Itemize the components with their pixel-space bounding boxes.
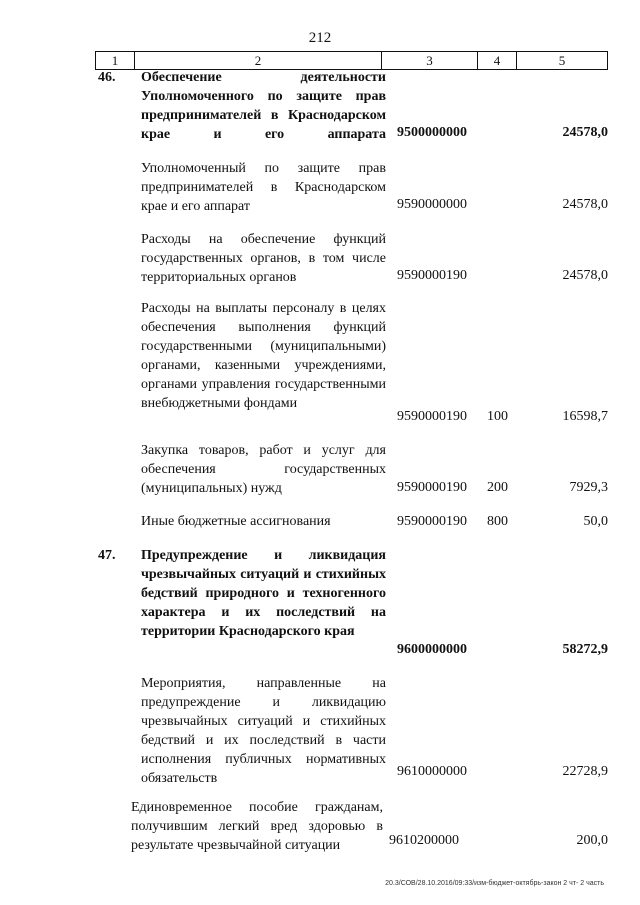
row-amount: 24578,0 xyxy=(562,268,608,283)
row-code: 9610200000 xyxy=(389,833,459,848)
row-code: 9590000190 xyxy=(397,514,467,529)
row-number: 46. xyxy=(98,70,116,85)
footer-note: 20.3/СОВ/28.10.2016/09:33/изм-бюджет-октябрь-закон 2 чт- 2 часть xyxy=(385,880,604,887)
header-col-5: 5 xyxy=(558,53,566,68)
row-amount: 50,0 xyxy=(583,514,608,529)
header-col-1: 1 xyxy=(96,52,135,69)
row-expense-type: 200 xyxy=(487,480,508,495)
row-amount: 58272,9 xyxy=(562,642,608,657)
row-amount: 24578,0 xyxy=(562,197,608,212)
page-number: 212 xyxy=(308,30,332,46)
row-code: 9600000000 xyxy=(397,642,467,657)
row-code: 9590000190 xyxy=(397,268,467,283)
row-code: 9590000190 xyxy=(397,480,467,495)
header-col-4: 4 xyxy=(478,52,517,69)
row-amount: 22728,9 xyxy=(562,764,608,779)
row-number: 47. xyxy=(98,548,116,563)
row-code: 9590000190 xyxy=(397,409,467,424)
row-code: 9590000000 xyxy=(397,197,467,212)
row-description: Мероприятия, направленные на предупреждение и ликвидацию чрезвычайных ситуаций и стихийных бедствий и их последствий в части исполнения публичных нормативных обязательств xyxy=(141,676,386,786)
row-code: 9610000000 xyxy=(397,764,467,779)
row-amount: 7929,3 xyxy=(569,480,608,495)
row-amount: 16598,7 xyxy=(562,409,608,424)
row-expense-type: 800 xyxy=(487,514,508,529)
row-description: Обеспечение деятельности Уполномоченного по защите прав предпринимателей в Краснодарском крае и его аппарата xyxy=(141,70,386,142)
row-description: Предупреждение и ликвидация чрезвычайных ситуаций и стихийных бедствий природного и техногенного характера и их последствий на территории Краснодарского края xyxy=(141,548,386,639)
header-col-3: 3 xyxy=(382,52,478,69)
row-expense-type: 100 xyxy=(487,409,508,424)
row-amount: 200,0 xyxy=(576,833,608,848)
row-code: 9500000000 xyxy=(397,125,467,140)
row-description: Закупка товаров, работ и услуг для обеспечения государственных (муниципальных) нужд xyxy=(141,443,386,496)
header-col-2: 2 xyxy=(135,52,382,69)
row-description: Расходы на выплаты персоналу в целях обеспечения выполнения функций государственными (муниципальными) органами, казенными учреждениями, органами управления государственными внебюджетными фондами xyxy=(141,301,386,411)
row-description: Уполномоченный по защите прав предпринимателей в Краснодарском крае и его аппарат xyxy=(141,161,386,214)
row-description: Иные бюджетные ассигнования xyxy=(141,514,331,529)
row-amount: 24578,0 xyxy=(562,125,608,140)
row-description: Расходы на обеспечение функций государственных органов, в том числе территориальных органов xyxy=(141,232,386,285)
row-description: Единовременное пособие гражданам, получившим легкий вред здоровью в результате чрезвычайной ситуации xyxy=(131,800,383,853)
